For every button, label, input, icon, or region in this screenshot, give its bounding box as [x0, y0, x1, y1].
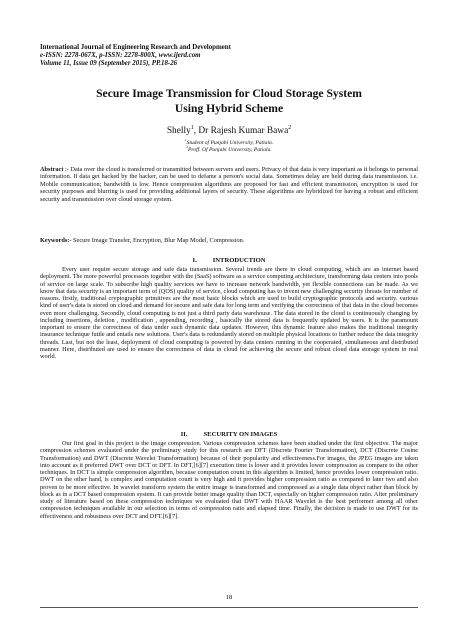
affiliation-2-superscript: 2: [186, 145, 188, 150]
section-1-body: Every user require secure storage and safe data transmission. Several trends are there in cloud computing, which are an internet based deployment. The more powerful processors together with the (SaaS) software as a service computing architecture, transforming data centers into pools of service on large scale. To subscribe high quality services we have to increase network bandwidth, yet flexible connections can be made. As we know that data security is an important term of (QOS) quality of service, cloud computing has to invent new challenging security threats for number of reasons. firstly, traditional cryptographic primitives are the most basic blocks which are used to build cryptographic protocols and security. various kind of user's data is stored on cloud and demand for secure and safe data for long term and verifying the correctness of that data in the cloud becomes even more challenging. Secondly, cloud computing is not just a third party data warehouse. The data stored in the cloud is continuously changing by including insertions, deletion , modification , appending, recording , basically the stored data is frequently updated by users. It is the paramount important to ensure the correctness of data under such dynamic data updates. However, this dynamic feature also makes the traditional integrity insurance technique futile and entails new solutions. User's data is redundantly stored on multiple physical locations to further reduce the data integrity threads. Last, but not the least, deployment of cloud computing is powered by data centers running in the cooperated, simultaneous and distributed manner. Here, distributed are used to ensure the correctness of data in cloud for achieving the secure and robust cloud data storage system in real world.: [40, 266, 418, 360]
section-2-title: SECURITY ON IMAGES: [203, 431, 278, 438]
journal-name: International Journal of Engineering Research and Development: [40, 44, 231, 51]
author-1-name: Shelly: [166, 126, 191, 136]
abstract: [40, 166, 418, 203]
author-2-name: , Dr Rajesh Kumar Bawa: [193, 126, 289, 136]
abstract-text: :- Data over the cloud is transferred or transmitted between servers and users. Privacy of that data is very important as it belongs to personal information. If data get hacked by the hacker, can be used to defame a person's social data. Sometimes delay are held during data transmission. i.e. Mobile communication; bandwidth is low. Hence compression algorithms are proposed for fast and efficient transmission, encryption is used for security purposes and blurring is used for providing additional layers of security. These algorithms are hybridized for having a robust and efficient security and transmission over cloud storage system.: [40, 166, 418, 203]
paper-title-line-1: Secure Image Transmission for Cloud Storage System: [96, 87, 362, 100]
section-2-number: II.: [180, 431, 188, 438]
paper-authors: [40, 126, 418, 137]
affiliation-2: [40, 147, 418, 154]
keywords-text: Secure Image Transfer, Encryption, Blur Map Model, Compression.: [71, 237, 245, 244]
affiliation-2-text: Proff. Of Punjabi University, Patiala.: [187, 147, 272, 154]
footer-rule: [40, 607, 418, 608]
abstract-label: Abstract: [40, 166, 64, 173]
author-2-superscript: 2: [288, 124, 292, 131]
paper-title: [40, 86, 418, 116]
author-affiliations: [40, 140, 418, 155]
page-number: 18: [225, 594, 233, 601]
author-1-superscript: 1: [190, 124, 194, 131]
affiliation-1-text: Student of Punjabi University, Patiala.: [186, 140, 274, 146]
keywords: [40, 237, 418, 244]
section-1-heading: [40, 257, 418, 265]
affiliation-1-superscript: 1: [184, 138, 187, 143]
keywords-label: Keywords:-: [40, 237, 72, 244]
paper-title-line-2: Using Hybrid Scheme: [174, 102, 284, 115]
section-2-heading: [40, 431, 418, 439]
journal-volume: Volume 11, Issue 09 (September 2015), PP.18-26: [40, 60, 178, 68]
section-1-title: INTRODUCTION: [212, 257, 266, 264]
section-1-number: I.: [192, 257, 197, 264]
section-2-body: Our first goal in this project is the image compression. Various compression schemes have been studied under the first objective. The major compression schemes evaluated under the preliminary study for this research are DFT (Discrete Fourier Transformation), DCT (Discrete Cosine Transformation) and DWT (Discrete Wavelet Transformation) because of their popularity and effectiveness.For images, the JPEG images are taken into account as it preferred DWT over DCT or DFT. In DFT,[6][7] execution time is lower and it provides lower compression as compare to the other techniques. In DCT is simple compression algorithm, because computation count in this algorithm is limited, hence provides lower compression ratio. DWT on the other hand, is complex and computation count is very high and it provides higher compression ratio as compared to later two and also proven to be more effective. In wavelet transform system the entire image is transformed and compressed as a single data object rather than block by block as in a DCT based compression system. It can provide better image quality than DCT, especially on higher compression ratio. After preliminary study of literature based on these compression techniques we evaluated that DWT with HAAR Wavelet is the best performer among all other compression techniques available in our selection in terms of compression ratio and elapsed time. Finally, the decision is made to use DWT for its effectiveness and robustness over DCT and DFT.[6][7].: [40, 440, 418, 520]
journal-issn: e-ISSN: 2278-067X, p-ISSN: 2278-800X, www.ijerd.com: [40, 52, 201, 60]
journal-header: [40, 44, 420, 69]
